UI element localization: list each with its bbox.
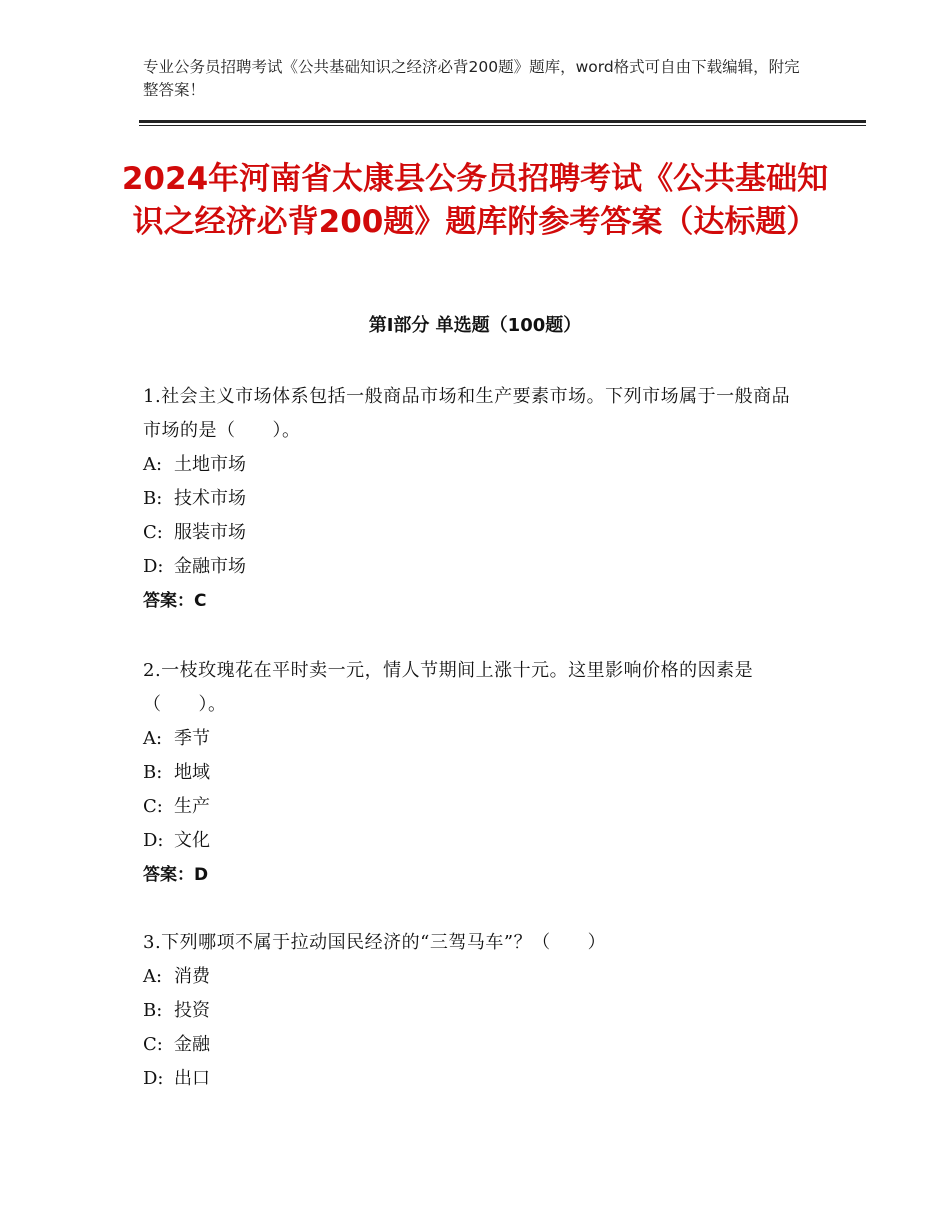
option-text: 文化 xyxy=(174,830,210,851)
option-letter: C: xyxy=(143,1034,163,1055)
option-d xyxy=(143,824,803,858)
option-letter: C: xyxy=(143,522,163,543)
option-d xyxy=(143,550,803,584)
option-text: 金融 xyxy=(174,1034,210,1055)
divider-thin-line xyxy=(139,125,866,126)
option-a xyxy=(143,722,803,756)
option-text: 技术市场 xyxy=(174,488,246,509)
option-letter: A: xyxy=(143,728,163,749)
answer: 答案：C xyxy=(143,591,207,611)
option-b xyxy=(143,482,803,516)
option-text: 投资 xyxy=(174,1000,210,1021)
option-text: 生产 xyxy=(174,796,210,817)
option-letter: B: xyxy=(143,762,163,783)
question-stem: 2.一枝玫瑰花在平时卖一元，情人节期间上涨十元。这里影响价格的因素是（ ）。 xyxy=(143,660,754,715)
option-d xyxy=(143,1062,803,1096)
option-a xyxy=(143,448,803,482)
header-note: 专业公务员招聘考试《公共基础知识之经济必背200题》题库，word格式可自由下载编辑，附完整答案！ xyxy=(143,58,800,99)
question-stem: 3.下列哪项不属于拉动国民经济的“三驾马车”？（ ） xyxy=(143,932,607,953)
option-letter: B: xyxy=(143,488,163,509)
divider-thick-line xyxy=(139,120,866,123)
option-letter: B: xyxy=(143,1000,163,1021)
option-letter: C: xyxy=(143,796,163,817)
question-3 xyxy=(143,926,803,1096)
option-text: 服装市场 xyxy=(174,522,246,543)
document-title: 2024年河南省太康县公务员招聘考试《公共基础知识之经济必背200题》题库附参考答案（达标题） xyxy=(121,161,829,240)
header-divider xyxy=(139,120,866,126)
option-b xyxy=(143,994,803,1028)
option-b xyxy=(143,756,803,790)
question-2 xyxy=(143,654,803,892)
option-letter: A: xyxy=(143,454,163,475)
option-text: 消费 xyxy=(174,966,210,987)
option-c xyxy=(143,790,803,824)
section-title: 第Ⅰ部分 单选题（100题） xyxy=(368,315,582,336)
option-text: 土地市场 xyxy=(174,454,246,475)
option-letter: D: xyxy=(143,1068,164,1089)
option-text: 季节 xyxy=(174,728,210,749)
option-a xyxy=(143,960,803,994)
option-c xyxy=(143,516,803,550)
question-1 xyxy=(143,380,803,618)
option-text: 金融市场 xyxy=(174,556,246,577)
question-stem: 1.社会主义市场体系包括一般商品市场和生产要素市场。下列市场属于一般商品市场的是（ ）。 xyxy=(143,386,791,441)
option-text: 出口 xyxy=(174,1068,210,1089)
option-c xyxy=(143,1028,803,1062)
option-letter: A: xyxy=(143,966,163,987)
option-text: 地域 xyxy=(174,762,210,783)
option-letter: D: xyxy=(143,556,164,577)
option-letter: D: xyxy=(143,830,164,851)
answer: 答案：D xyxy=(143,865,209,885)
